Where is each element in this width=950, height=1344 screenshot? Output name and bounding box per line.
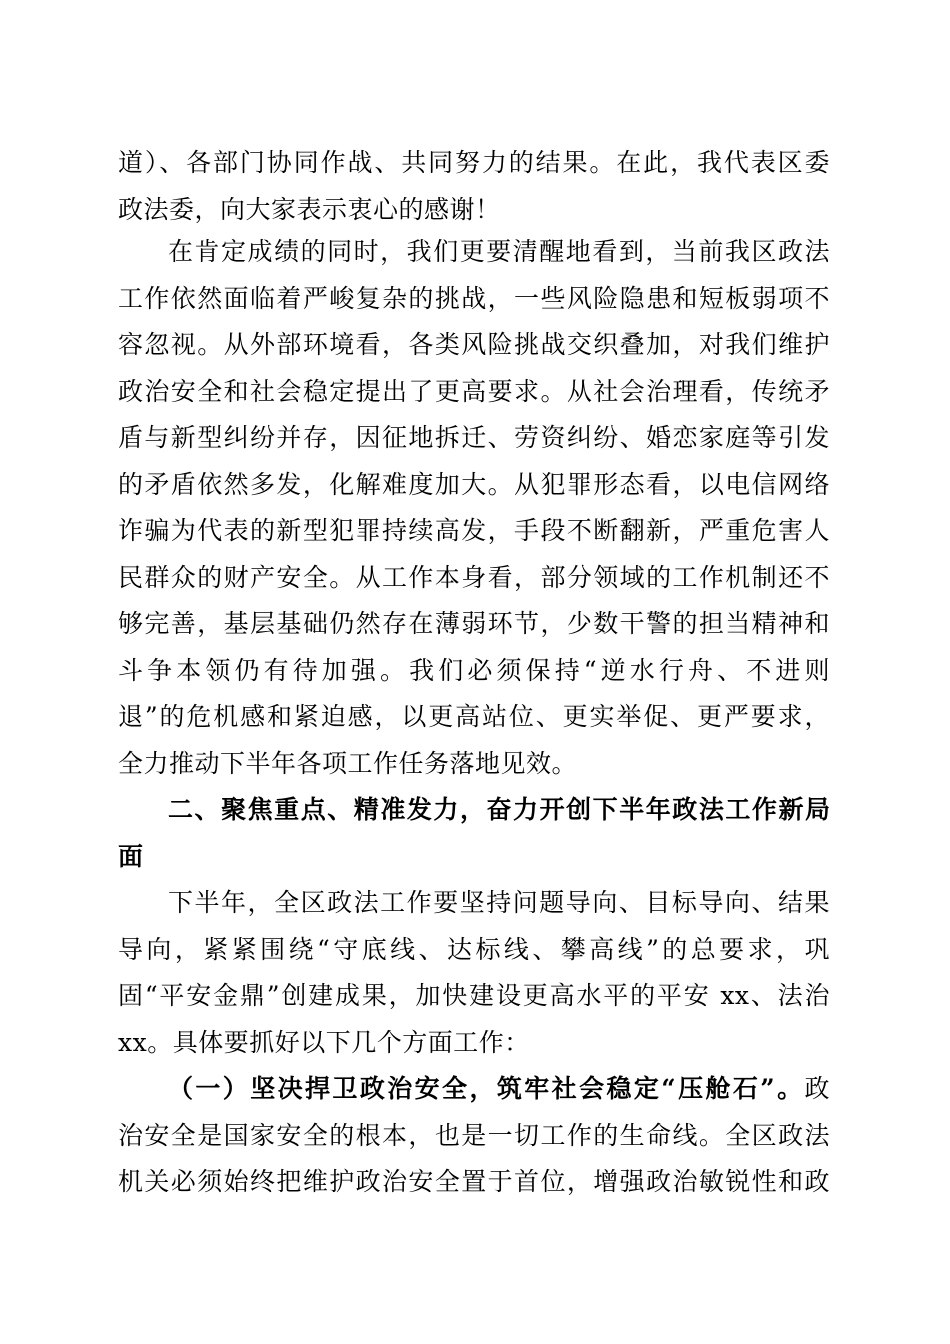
paragraph-2-line-12: 全力推动下半年各项工作任务落地见效。: [118, 749, 578, 778]
paragraph-4-first-line-rest: 政: [804, 1074, 830, 1103]
paragraph-4-line-3: 机关必须始终把维护政治安全置于首位，增强政治敏锐性和政: [118, 1167, 830, 1196]
subheading-political-security: （一）坚决捍卫政治安全，筑牢社会稳定“压舱石”。: [168, 1074, 805, 1103]
paragraph-1-line-2: 政法委，向大家表示衷心的感谢！: [118, 195, 501, 224]
paragraph-3-line-4: xx。具体要抓好以下几个方面工作：: [118, 1028, 530, 1057]
paragraph-2-line-9: 够完善，基层基础仍然存在薄弱环节，少数干警的担当精神和: [118, 609, 830, 638]
paragraph-4-line-1: [168, 1069, 830, 1109]
paragraph-3-line-2: 导向，紧紧围绕“守底线、达标线、攀高线”的总要求，巩: [118, 935, 830, 964]
paragraph-2-line-4: 政治安全和社会稳定提出了更高要求。从社会治理看，传统矛: [118, 377, 830, 406]
paragraph-3-line-1: 下半年，全区政法工作要坚持问题导向、目标导向、结果: [168, 888, 830, 917]
section-heading-line-1: 二、聚焦重点、精准发力，奋力开创下半年政法工作新局: [168, 795, 830, 824]
paragraph-4-line-2: 治安全是国家安全的根本，也是一切工作的生命线。全区政法: [118, 1121, 830, 1150]
paragraph-2-line-8: 民群众的财产安全。从工作本身看，部分领域的工作机制还不: [118, 563, 830, 592]
paragraph-2-line-7: 诈骗为代表的新型犯罪持续高发，手段不断翻新，严重危害人: [118, 516, 830, 545]
section-heading-line-2: 面: [118, 842, 144, 871]
paragraph-2-line-3: 容忽视。从外部环境看，各类风险挑战交织叠加，对我们维护: [118, 330, 830, 359]
paragraph-2-line-5: 盾与新型纠纷并存，因征地拆迁、劳资纠纷、婚恋家庭等引发: [118, 423, 830, 452]
paragraph-2-line-2: 工作依然面临着严峻复杂的挑战，一些风险隐患和短板弱项不: [118, 284, 830, 313]
paragraph-2-line-1: 在肯定成绩的同时，我们更要清醒地看到，当前我区政法: [168, 237, 830, 266]
paragraph-2-line-10: 斗争本领仍有待加强。我们必须保持“逆水行舟、不进则: [118, 656, 830, 685]
paragraph-3-line-3: 固“平安金鼎”创建成果，加快建设更高水平的平安 xx、法治: [118, 981, 830, 1010]
paragraph-2-line-11: 退”的危机感和紧迫感，以更高站位、更实举促、更严要求，: [118, 702, 830, 731]
paragraph-2-line-6: 的矛盾依然多发，化解难度加大。从犯罪形态看，以电信网络: [118, 470, 830, 499]
paragraph-1-line-1: 道）、各部门协同作战、共同努力的结果。在此，我代表区委: [118, 148, 830, 177]
